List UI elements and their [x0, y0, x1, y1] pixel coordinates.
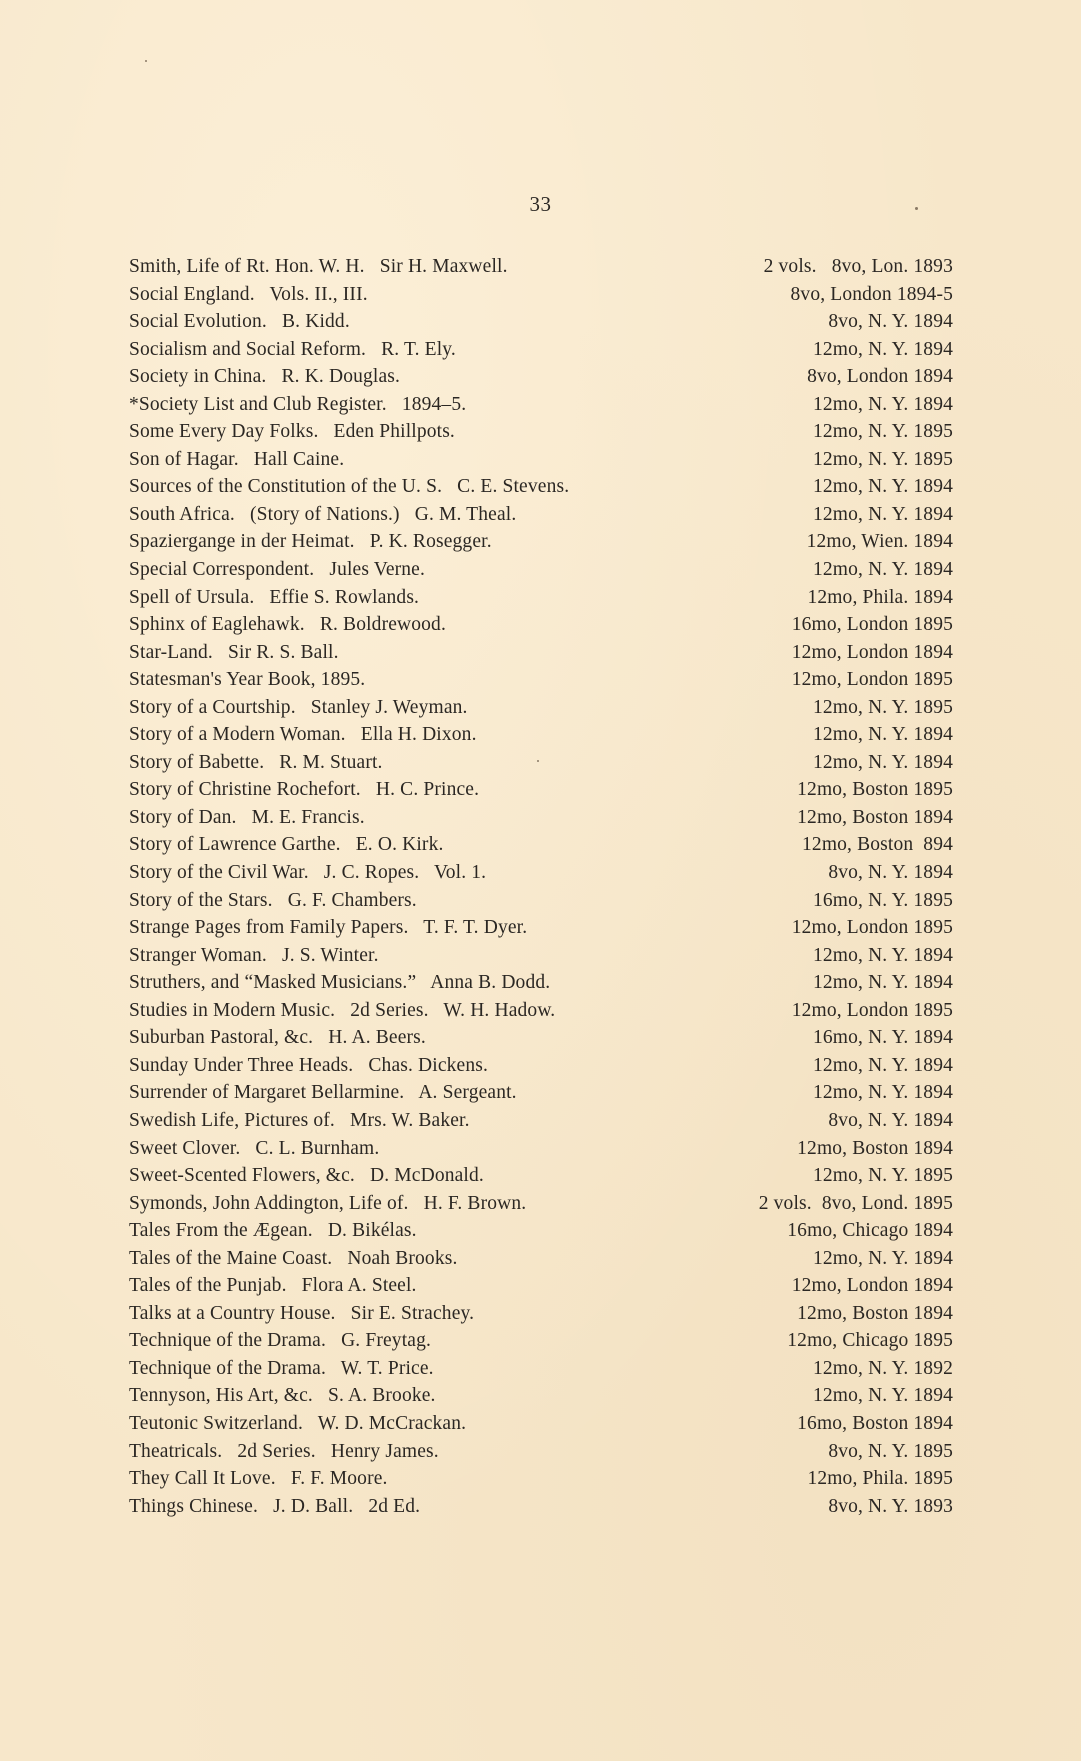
entry-title: Story of Babette. R. M. Stuart.	[129, 751, 383, 773]
entry-imprint: 8vo, N. Y. 1894	[828, 1109, 953, 1131]
entry-imprint: 8vo, N. Y. 1894	[828, 311, 953, 333]
list-item	[129, 1190, 953, 1218]
entry-imprint: 12mo, London 1894	[791, 641, 953, 663]
list-item	[129, 446, 953, 474]
bibliography-list	[129, 253, 953, 1520]
entry-title: Story of the Stars. G. F. Chambers.	[129, 889, 417, 911]
entry-title: Technique of the Drama. W. T. Price.	[129, 1357, 434, 1379]
list-item	[129, 1217, 953, 1245]
list-item	[129, 721, 953, 749]
entry-title: Studies in Modern Music. 2d Series. W. H. Hadow.	[129, 999, 556, 1021]
entry-title: Statesman's Year Book, 1895.	[129, 669, 366, 691]
entry-imprint: 12mo, Boston 894	[802, 834, 953, 856]
entry-title: Sweet-Scented Flowers, &c. D. McDonald.	[129, 1165, 484, 1187]
list-item	[129, 1410, 953, 1438]
entry-imprint: 12mo, N. Y. 1894	[813, 559, 953, 581]
paper-speck	[537, 760, 539, 762]
entry-imprint: 16mo, N. Y. 1895	[813, 889, 953, 911]
list-item	[129, 1327, 953, 1355]
entry-title: Technique of the Drama. G. Freytag.	[129, 1330, 432, 1352]
list-item	[129, 1052, 953, 1080]
list-item	[129, 336, 953, 364]
entry-imprint: 2 vols. 8vo, Lon. 1893	[763, 256, 953, 277]
entry-imprint: 12mo, N. Y. 1894	[813, 1054, 953, 1076]
entry-imprint: 12mo, Phila. 1894	[807, 586, 953, 608]
entry-title: Story of Christine Rochefort. H. C. Prince.	[129, 779, 480, 801]
entry-title: Spell of Ursula. Effie S. Rowlands.	[129, 586, 420, 608]
list-item	[129, 859, 953, 887]
list-item	[129, 914, 953, 942]
entry-imprint: 8vo, London 1894-5	[790, 283, 953, 305]
list-item	[129, 1438, 953, 1466]
entry-imprint: 12mo, Boston 1894	[797, 1137, 953, 1159]
paper-speck	[145, 60, 147, 62]
entry-title: Story of a Courtship. Stanley J. Weyman.	[129, 696, 468, 718]
entry-title: Sweet Clover. C. L. Burnham.	[129, 1137, 380, 1159]
entry-imprint: 8vo, N. Y. 1893	[828, 1495, 953, 1517]
entry-imprint: 2 vols. 8vo, Lond. 1895	[758, 1192, 953, 1214]
entry-title: Smith, Life of Rt. Hon. W. H. Sir H. Maxwell.	[129, 256, 508, 277]
entry-imprint: 12mo, N. Y. 1894	[813, 1247, 953, 1269]
entry-title: Tales From the Ægean. D. Bikélas.	[129, 1220, 417, 1242]
entry-title: Theatricals. 2d Series. Henry James.	[129, 1440, 439, 1462]
list-item	[129, 1493, 953, 1521]
entry-imprint: 12mo, Chicago 1895	[787, 1330, 953, 1352]
entry-imprint: 12mo, N. Y. 1894	[813, 724, 953, 746]
entry-title: Teutonic Switzerland. W. D. McCrackan.	[129, 1412, 467, 1434]
list-item	[129, 418, 953, 446]
list-item	[129, 556, 953, 584]
entry-imprint: 12mo, N. Y. 1894	[813, 944, 953, 966]
entry-imprint: 12mo, N. Y. 1894	[813, 1385, 953, 1407]
page-number: 33	[529, 192, 552, 216]
list-item	[129, 501, 953, 529]
entry-title: Son of Hagar. Hall Caine.	[129, 448, 345, 470]
list-item	[129, 831, 953, 859]
entry-imprint: 8vo, N. Y. 1895	[828, 1440, 953, 1462]
list-item	[129, 1382, 953, 1410]
entry-imprint: 12mo, London 1894	[791, 1275, 953, 1297]
list-item	[129, 1107, 953, 1135]
entry-title: Star-Land. Sir R. S. Ball.	[129, 641, 339, 663]
entry-imprint: 12mo, N. Y. 1894	[813, 751, 953, 773]
entry-imprint: 12mo, Boston 1895	[797, 779, 953, 801]
entry-title: Story of Lawrence Garthe. E. O. Kirk.	[129, 834, 444, 856]
entry-title: Strange Pages from Family Papers. T. F. T. Dyer.	[129, 917, 528, 939]
entry-imprint: 8vo, N. Y. 1894	[828, 862, 953, 884]
list-item	[129, 1079, 953, 1107]
entry-imprint: 12mo, Wien. 1894	[806, 531, 953, 553]
entry-imprint: 12mo, N. Y. 1892	[813, 1357, 953, 1379]
list-item	[129, 639, 953, 667]
entry-title: Society in China. R. K. Douglas.	[129, 366, 401, 388]
entry-title: Some Every Day Folks. Eden Phillpots.	[129, 421, 455, 443]
entry-title: South Africa. (Story of Nations.) G. M. Theal.	[129, 503, 517, 525]
paper-speck	[915, 207, 918, 210]
list-item	[129, 1162, 953, 1190]
entry-imprint: 16mo, Boston 1894	[797, 1412, 953, 1434]
entry-title: Tales of the Maine Coast. Noah Brooks.	[129, 1247, 458, 1269]
list-item	[129, 1245, 953, 1273]
list-item	[129, 997, 953, 1025]
list-item	[129, 1355, 953, 1383]
list-item	[129, 776, 953, 804]
entry-title: Suburban Pastoral, &c. H. A. Beers.	[129, 1027, 426, 1049]
list-item	[129, 1300, 953, 1328]
list-item	[129, 391, 953, 419]
entry-imprint: 16mo, London 1895	[791, 614, 953, 636]
list-item	[129, 1465, 953, 1493]
entry-imprint: 12mo, Phila. 1895	[807, 1468, 953, 1490]
entry-title: Story of a Modern Woman. Ella H. Dixon.	[129, 724, 477, 746]
entry-title: Struthers, and “Masked Musicians.” Anna B. Dodd.	[129, 972, 551, 994]
entry-imprint: 16mo, Chicago 1894	[787, 1220, 953, 1242]
entry-imprint: 8vo, London 1894	[807, 366, 953, 388]
entry-title: Sunday Under Three Heads. Chas. Dickens.	[129, 1054, 489, 1076]
entry-title: Tales of the Punjab. Flora A. Steel.	[129, 1275, 417, 1297]
entry-imprint: 12mo, N. Y. 1894	[813, 972, 953, 994]
entry-imprint: 12mo, London 1895	[791, 999, 953, 1021]
list-item	[129, 804, 953, 832]
entry-title: Story of the Civil War. J. C. Ropes. Vol. 1.	[129, 862, 487, 884]
list-item	[129, 942, 953, 970]
entry-title: Tennyson, His Art, &c. S. A. Brooke.	[129, 1385, 436, 1407]
entry-title: *Society List and Club Register. 1894–5.	[129, 393, 467, 415]
entry-title: Symonds, John Addington, Life of. H. F. Brown.	[129, 1192, 527, 1214]
list-item	[129, 666, 953, 694]
entry-title: Special Correspondent. Jules Verne.	[129, 559, 426, 581]
entry-imprint: 12mo, N. Y. 1894	[813, 338, 953, 360]
entry-imprint: 12mo, Boston 1894	[797, 1302, 953, 1324]
entry-imprint: 12mo, N. Y. 1895	[813, 448, 953, 470]
list-item	[129, 281, 953, 309]
entry-title: Sources of the Constitution of the U. S. C. E. Stevens.	[129, 476, 570, 498]
list-item	[129, 473, 953, 501]
entry-imprint: 12mo, London 1895	[791, 917, 953, 939]
list-item	[129, 308, 953, 336]
entry-title: Social Evolution. B. Kidd.	[129, 311, 350, 333]
list-item	[129, 584, 953, 612]
entry-imprint: 12mo, N. Y. 1895	[813, 1165, 953, 1187]
entry-title: Things Chinese. J. D. Ball. 2d Ed.	[129, 1495, 421, 1517]
entry-title: Story of Dan. M. E. Francis.	[129, 806, 365, 828]
list-item	[129, 528, 953, 556]
entry-imprint: 12mo, London 1895	[791, 669, 953, 691]
entry-imprint: 16mo, N. Y. 1894	[813, 1027, 953, 1049]
list-item	[129, 1024, 953, 1052]
entry-imprint: 12mo, N. Y. 1894	[813, 1082, 953, 1104]
list-item	[129, 253, 953, 281]
list-item	[129, 363, 953, 391]
entry-title: Surrender of Margaret Bellarmine. A. Sergeant.	[129, 1082, 517, 1104]
entry-imprint: 12mo, N. Y. 1895	[813, 421, 953, 443]
entry-title: Socialism and Social Reform. R. T. Ely.	[129, 338, 456, 360]
entry-imprint: 12mo, N. Y. 1894	[813, 476, 953, 498]
list-item	[129, 1135, 953, 1163]
entry-imprint: 12mo, N. Y. 1894	[813, 393, 953, 415]
entry-title: Swedish Life, Pictures of. Mrs. W. Baker.	[129, 1109, 470, 1131]
list-item	[129, 969, 953, 997]
entry-title: Social England. Vols. II., III.	[129, 283, 368, 305]
entry-imprint: 12mo, N. Y. 1895	[813, 696, 953, 718]
list-item	[129, 887, 953, 915]
list-item	[129, 694, 953, 722]
list-item	[129, 1272, 953, 1300]
entry-title: Stranger Woman. J. S. Winter.	[129, 944, 379, 966]
list-item	[129, 611, 953, 639]
entry-title: They Call It Love. F. F. Moore.	[129, 1468, 388, 1490]
list-item	[129, 749, 953, 777]
entry-imprint: 12mo, N. Y. 1894	[813, 503, 953, 525]
entry-title: Talks at a Country House. Sir E. Strachey.	[129, 1302, 475, 1324]
entry-title: Spaziergange in der Heimat. P. K. Rosegger.	[129, 531, 492, 553]
entry-imprint: 12mo, Boston 1894	[797, 806, 953, 828]
entry-title: Sphinx of Eaglehawk. R. Boldrewood.	[129, 614, 446, 636]
